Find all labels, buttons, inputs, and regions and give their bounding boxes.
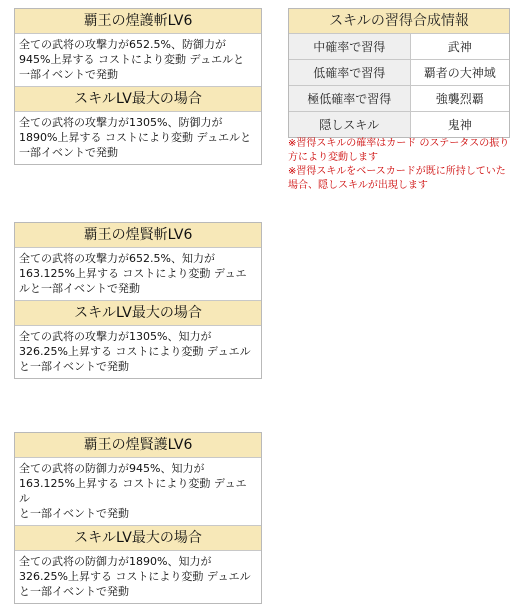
skill-card-3 [14,432,262,604]
skill-description: 全ての武将の攻撃力が652.5%、防御力が 945%上昇する コストにより変動 デュエルと 一部イベントで発動 [19,38,245,81]
table-row [289,112,509,138]
note-hidden-skill: ※習得スキルをベースカードが既に所持していた場合、隠しスキルが出現します [288,166,506,191]
skill-title: 覇王の煌護斬LV6 [15,9,261,34]
skill-title: 覇王の煌賢護LV6 [15,433,261,458]
skill-max-description: 全ての武将の攻撃力が1305%、知力が 326.25%上昇する コストにより変動 デュエル と一部イベントで発動 [19,330,251,373]
info-row-label: 低確率で習得 [289,60,410,86]
skill-max-title: スキルLV最大の場合 [15,300,261,326]
info-row-label: 隠しスキル [289,112,410,138]
skill-card-2 [14,222,262,379]
info-row-value: 強襲烈覇 [410,86,509,112]
skill-acquisition-info [288,8,510,138]
table-row [289,60,509,86]
skill-max-description: 全ての武将の防御力が1890%、知力が 326.25%上昇する コストにより変動 デュエル と一部イベントで発動 [19,555,251,598]
skill-description: 全ての武将の攻撃力が652.5%、知力が 163.125%上昇する コストにより変動 デュエ ルと一部イベントで発動 [19,252,247,295]
info-notes [288,137,512,193]
info-row-value: 覇者の大神域 [410,60,509,86]
info-row-label: 中確率で習得 [289,34,410,60]
skill-description: 全ての武将の防御力が945%、知力が 163.125%上昇する コストにより変動 デュエル と一部イベントで発動 [19,462,247,520]
table-row [289,34,509,60]
skill-max-title: スキルLV最大の場合 [15,86,261,112]
table-row [289,86,509,112]
skill-title: 覇王の煌賢斬LV6 [15,223,261,248]
skill-max-description: 全ての武将の攻撃力が1305%、防御力が 1890%上昇する コストにより変動 デュエルと 一部イベントで発動 [19,116,252,159]
info-row-value: 鬼神 [410,112,509,138]
skill-card-1 [14,8,262,165]
info-row-label: 極低確率で習得 [289,86,410,112]
info-table [289,34,509,137]
note-probability: ※習得スキルの確率はカード のステータスの振り方により変動します [288,138,510,163]
skill-max-title: スキルLV最大の場合 [15,525,261,551]
info-row-value: 武神 [447,40,472,54]
info-title: スキルの習得合成情報 [289,9,509,34]
